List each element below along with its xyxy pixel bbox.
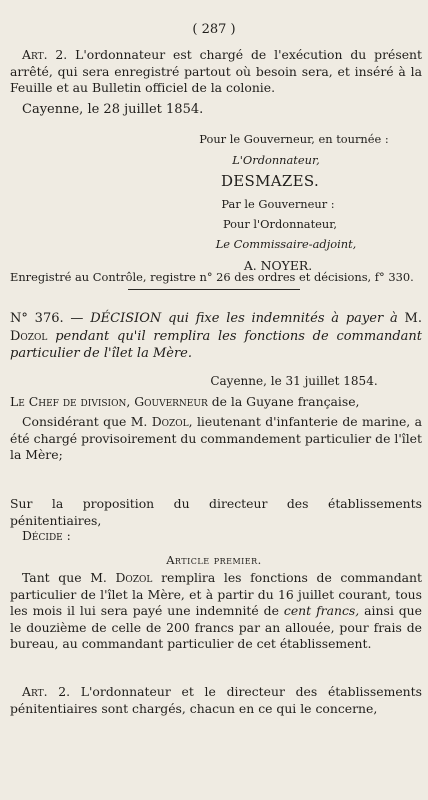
article-2b-label: Art. 2. xyxy=(22,684,71,699)
article-1-text-c: ainsi que le douzième de celle de 200 francs par an allouée, pour frais de bureau, au commandant particulier de cet établissement. xyxy=(10,603,422,651)
decision-heading xyxy=(10,310,422,363)
considerant-text-1: Considérant que xyxy=(22,414,127,429)
article-1-paragraph xyxy=(10,570,422,653)
decision-person-name: M. Dozol xyxy=(10,311,422,344)
signature-2-line-1: Par le Gouverneur : xyxy=(221,197,335,211)
date-line: Cayenne, le 28 juillet 1854. xyxy=(22,102,204,117)
signature-2-line-2: Pour l'Ordonnateur, xyxy=(222,217,338,231)
article-1-text-b: remplira les fonctions de commandant particulier de l'îlet la Mère, et à partir du 16 juillet courant, tous les mois il lui sera payé une indemnité de xyxy=(10,570,422,618)
decision-date: Cayenne, le 31 juillet 1854. xyxy=(210,374,378,388)
signature-1-role: L'Ordonnateur, xyxy=(232,153,320,167)
decision-number: N° 376. — xyxy=(10,311,84,326)
article-2-text: L'ordonnateur est chargé de l'exécution du présent arrêté, qui sera enregistré partout où besoin sera, et inséré à la Feuille et au Bulletin officiel de la colonie. xyxy=(10,47,422,95)
article-premier-heading: Article premier. xyxy=(166,553,262,567)
decision-title-1: qui fixe les indemnités à payer à xyxy=(168,311,398,326)
section-divider xyxy=(128,289,300,290)
article-2-paragraph xyxy=(10,47,422,97)
considerant-paragraph xyxy=(10,414,422,464)
signature-2-name: A. NOYER. xyxy=(243,258,313,273)
article-1-amount: cent francs, xyxy=(283,603,360,618)
chef-rest: de la Guyane française, xyxy=(211,394,360,409)
chef-line xyxy=(10,394,422,411)
article-1-text-a: Tant que xyxy=(22,570,82,585)
signature-1-line: Pour le Gouverneur, en tournée : xyxy=(199,132,389,146)
decision-word: DÉCISION xyxy=(90,311,162,326)
decision-title-2: pendant qu'il remplira les fonctions de commandant particulier de l'îlet la Mère. xyxy=(10,328,422,361)
registration-note: Enregistré au Contrôle, registre n° 26 des ordres et décisions, f° 330. xyxy=(10,270,414,284)
considerant-person-name: M. Dozol, xyxy=(130,414,193,429)
article-1-person-name: M. Dozol xyxy=(90,570,153,585)
chef-title: Le Chef de division, Gouverneur xyxy=(10,394,208,409)
page-number: ( 287 ) xyxy=(192,22,236,37)
article-2-label: Art. 2. xyxy=(22,47,68,62)
article-2b-text: L'ordonnateur et le directeur des établissements pénitentiaires sont chargés, chacun en ce qui le concerne, xyxy=(10,684,422,716)
article-2b-paragraph xyxy=(10,684,422,717)
proposition-paragraph: Sur la proposition du directeur des établissements pénitentiaires, xyxy=(10,496,422,528)
decide-label: Décide : xyxy=(22,528,71,543)
signature-1-name: DESMAZES. xyxy=(220,172,320,190)
considerant-text-2: lieutenant d'infanterie de marine, a été chargé provisoirement du commandement particulier de l'îlet la Mère; xyxy=(10,414,422,462)
signature-2-role: Le Commissaire-adjoint, xyxy=(215,237,357,251)
